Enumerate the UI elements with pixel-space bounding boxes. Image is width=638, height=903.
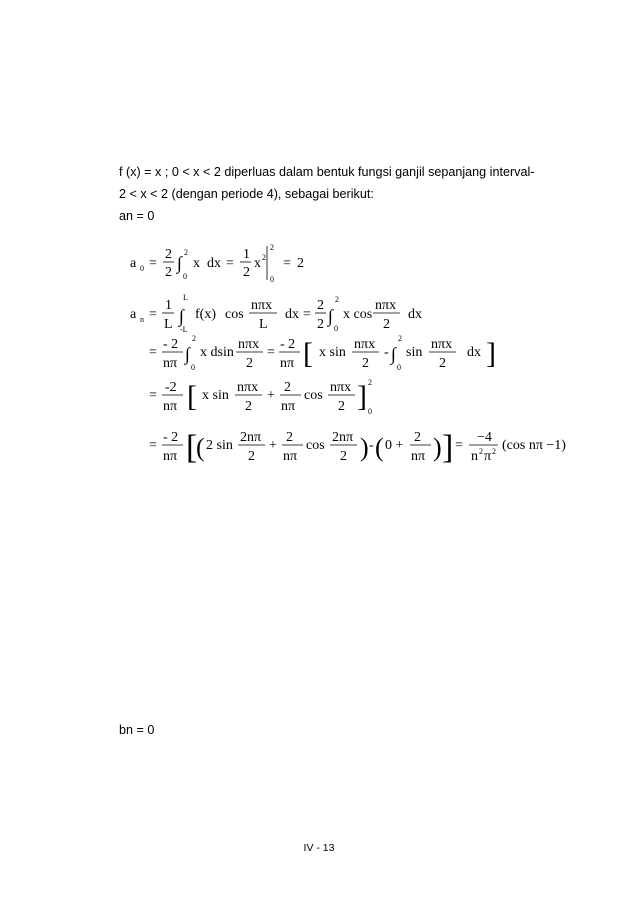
svg-text:2: 2 — [248, 449, 255, 464]
svg-text:2: 2 — [184, 248, 188, 257]
svg-text:0: 0 — [270, 275, 274, 284]
svg-text:-: - — [384, 345, 389, 360]
svg-text:x sin: x sin — [319, 345, 346, 360]
svg-text:=: = — [149, 438, 157, 453]
svg-text:=: = — [303, 307, 311, 322]
svg-text:=: = — [149, 307, 157, 322]
svg-text:-: - — [369, 438, 374, 453]
svg-text:2 sin: 2 sin — [206, 438, 233, 453]
equation-a0 — [130, 243, 304, 284]
svg-text:a: a — [130, 256, 137, 271]
svg-text:2: 2 — [492, 447, 496, 456]
equation-an-result — [149, 429, 566, 466]
svg-text:+: + — [269, 438, 277, 453]
svg-text:dx: dx — [408, 307, 422, 322]
svg-text:2: 2 — [297, 256, 304, 271]
svg-text:nπ: nπ — [163, 399, 178, 414]
svg-text:nπx: nπx — [237, 380, 259, 395]
svg-text:f(x): f(x) — [195, 307, 216, 322]
svg-text:0: 0 — [183, 272, 187, 281]
svg-text:2: 2 — [165, 247, 172, 262]
svg-text:=: = — [149, 256, 157, 271]
svg-text:∫: ∫ — [328, 306, 333, 326]
svg-text:dx: dx — [207, 256, 221, 271]
svg-text:dx: dx — [467, 345, 481, 360]
svg-text:∫: ∫ — [185, 344, 190, 364]
svg-text:nπ: nπ — [280, 356, 295, 371]
svg-text:nπ: nπ — [163, 356, 178, 371]
equation-an-definition — [130, 293, 422, 334]
svg-text:=: = — [149, 345, 157, 360]
svg-text:x sin: x sin — [202, 388, 229, 403]
svg-text:2: 2 — [262, 253, 266, 262]
svg-text:2: 2 — [362, 356, 369, 371]
intro-line-1: f (x) = x ; 0 < x < 2 diperluas dalam bentuk fungsi ganjil sepanjang interval- — [119, 165, 535, 179]
fourier-coefficient-equations — [125, 242, 566, 472]
svg-text:x: x — [254, 256, 261, 271]
svg-text:2: 2 — [398, 334, 402, 343]
svg-text:0: 0 — [191, 363, 195, 372]
svg-text:L: L — [259, 317, 268, 332]
svg-text:=: = — [267, 345, 275, 360]
svg-text:nπx: nπx — [251, 298, 273, 313]
bn-statement: bn = 0 — [119, 723, 155, 737]
svg-text:+: + — [267, 388, 275, 403]
svg-text:n: n — [140, 315, 144, 324]
svg-text:(cos nπ −1): (cos nπ −1) — [502, 438, 566, 453]
svg-text:L: L — [183, 293, 188, 302]
svg-text:- 2: - 2 — [163, 430, 179, 445]
svg-text:L: L — [164, 317, 173, 332]
svg-text:2nπ: 2nπ — [240, 430, 262, 445]
svg-text:(: ( — [375, 433, 384, 462]
svg-text:1: 1 — [243, 247, 250, 262]
svg-text:[: [ — [303, 337, 313, 370]
svg-text:- 2: - 2 — [280, 337, 296, 352]
intro-line-2: 2 < x < 2 (dengan periode 4), sebagai berikut: — [119, 187, 374, 201]
svg-text:2: 2 — [270, 243, 274, 252]
svg-text:2: 2 — [286, 430, 293, 445]
svg-text:∫: ∫ — [177, 253, 182, 273]
svg-text:2: 2 — [414, 430, 421, 445]
svg-text:2: 2 — [338, 399, 345, 414]
equation-an-step-2 — [149, 334, 496, 372]
svg-text:cos: cos — [225, 307, 244, 322]
svg-text:x cos: x cos — [343, 307, 373, 322]
svg-text:=: = — [226, 256, 234, 271]
svg-text:=: = — [283, 256, 291, 271]
svg-text:nπx: nπx — [330, 380, 352, 395]
page-number: IV - 13 — [303, 842, 335, 854]
svg-text:=: = — [149, 388, 157, 403]
svg-text:0: 0 — [368, 407, 372, 416]
svg-text:2: 2 — [284, 380, 291, 395]
svg-text:- 2: - 2 — [163, 337, 179, 352]
svg-text:n: n — [471, 449, 478, 464]
svg-text:nπx: nπx — [238, 337, 260, 352]
svg-text:cos: cos — [306, 438, 325, 453]
svg-text:2: 2 — [192, 334, 196, 343]
an-statement: an = 0 — [119, 209, 155, 223]
svg-text:0: 0 — [397, 363, 401, 372]
svg-text:nπx: nπx — [354, 337, 376, 352]
svg-text:2: 2 — [243, 265, 250, 280]
svg-text:∫: ∫ — [179, 306, 184, 326]
svg-text:1: 1 — [165, 298, 172, 313]
svg-text:nπ: nπ — [163, 449, 178, 464]
svg-text:2: 2 — [368, 378, 372, 387]
svg-text:2: 2 — [165, 265, 172, 280]
svg-text:): ) — [360, 433, 369, 462]
svg-text:2: 2 — [340, 449, 347, 464]
svg-text:nπ: nπ — [283, 449, 298, 464]
svg-text:dx: dx — [285, 307, 299, 322]
svg-text:x: x — [193, 256, 200, 271]
svg-text:sin: sin — [406, 345, 423, 360]
svg-text:2: 2 — [246, 356, 253, 371]
svg-text:π: π — [484, 449, 492, 464]
svg-text:-2: -2 — [165, 380, 177, 395]
svg-text:2: 2 — [335, 295, 339, 304]
svg-text:[: [ — [187, 380, 197, 413]
svg-text:-L: -L — [180, 325, 188, 334]
svg-text:0 +: 0 + — [385, 438, 404, 453]
svg-text:(: ( — [196, 433, 205, 462]
svg-text:nπ: nπ — [411, 449, 426, 464]
svg-text:2: 2 — [317, 317, 324, 332]
svg-text:cos: cos — [304, 388, 323, 403]
svg-text:−4: −4 — [477, 430, 492, 445]
svg-text:]: ] — [486, 337, 496, 370]
svg-text:a: a — [130, 307, 137, 322]
svg-text:0: 0 — [140, 264, 144, 273]
equation-an-step-3 — [149, 378, 372, 416]
svg-text:2: 2 — [245, 399, 252, 414]
svg-text:2nπ: 2nπ — [332, 430, 354, 445]
svg-text:2: 2 — [383, 317, 390, 332]
svg-text:2: 2 — [479, 447, 483, 456]
svg-text:nπx: nπx — [431, 337, 453, 352]
svg-text:0: 0 — [334, 324, 338, 333]
svg-text:]: ] — [357, 380, 367, 413]
svg-text:=: = — [455, 438, 463, 453]
svg-text:∫: ∫ — [391, 344, 396, 364]
svg-text:nπ: nπ — [281, 399, 296, 414]
svg-text:2: 2 — [439, 356, 446, 371]
svg-text:): ) — [433, 433, 442, 462]
svg-text:]: ] — [442, 429, 454, 466]
svg-text:nπx: nπx — [375, 298, 397, 313]
svg-text:x dsin: x dsin — [200, 345, 234, 360]
svg-text:2: 2 — [317, 298, 324, 313]
svg-text:[: [ — [186, 429, 198, 466]
